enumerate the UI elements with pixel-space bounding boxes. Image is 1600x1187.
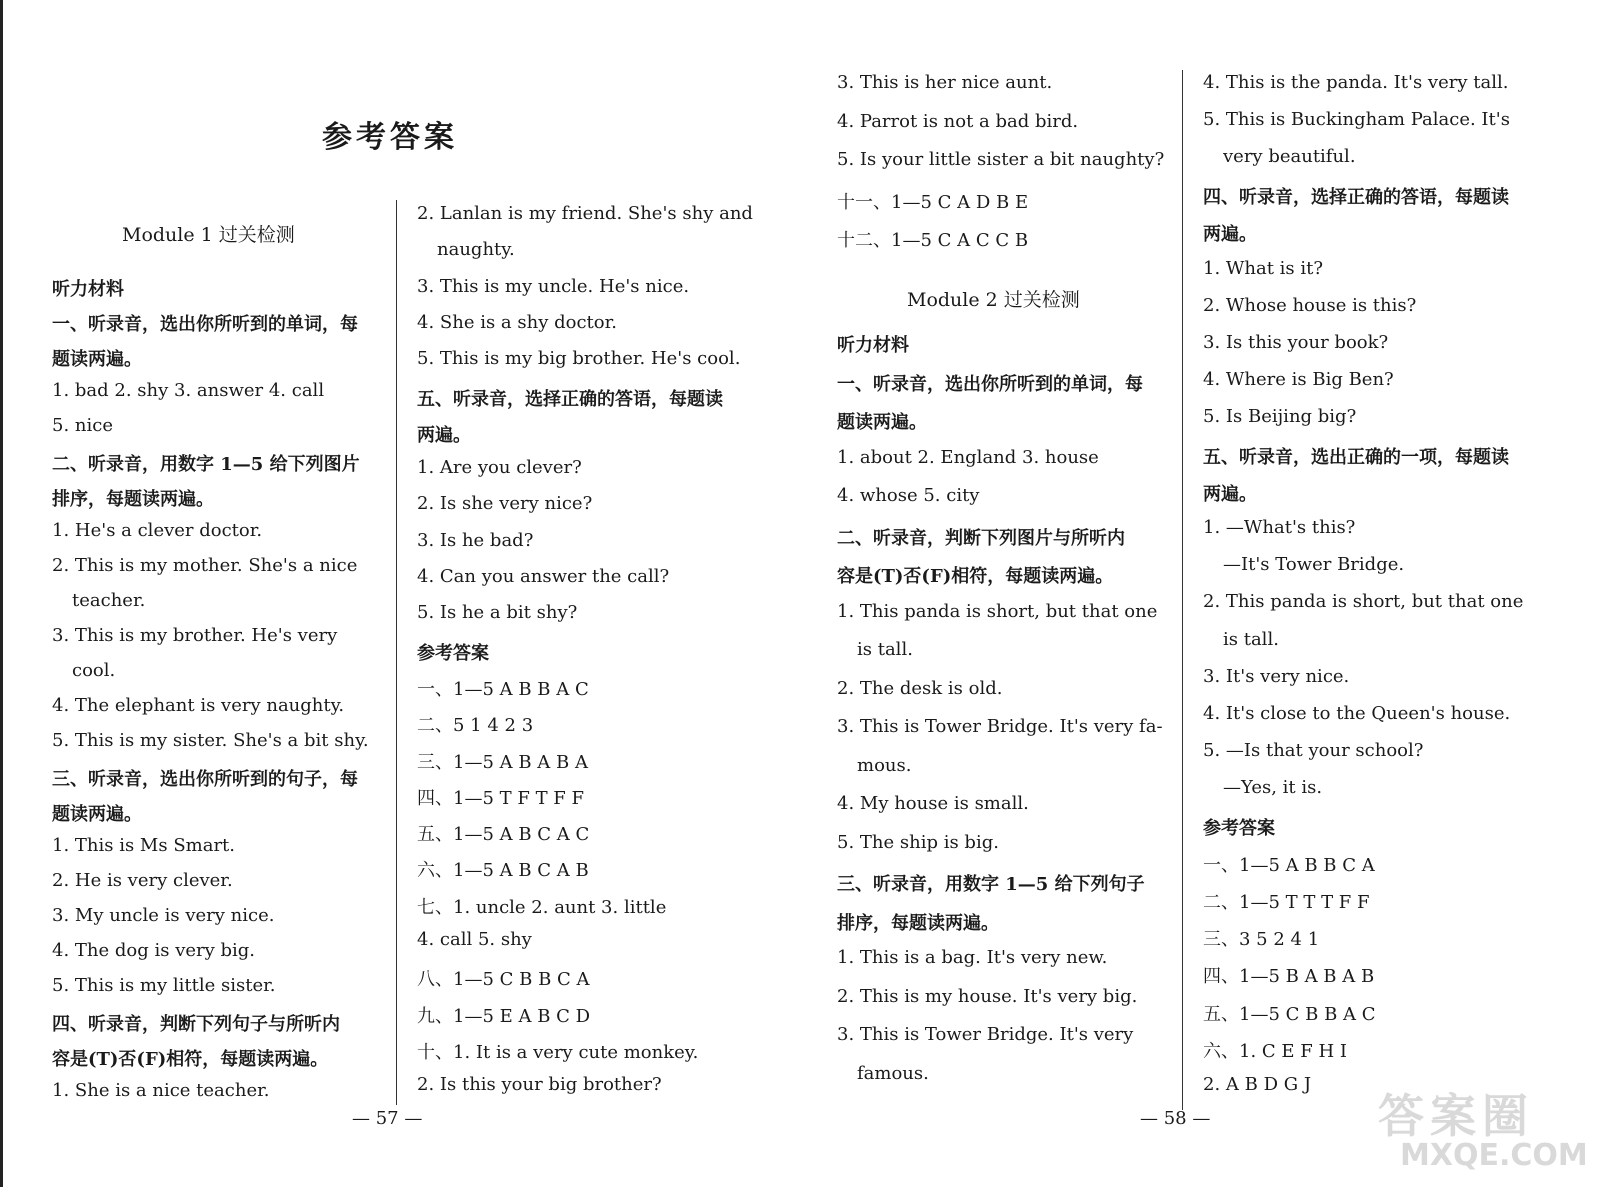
col3-line: famous. xyxy=(857,1062,929,1084)
col3-line: 2. This is my house. It's very big. xyxy=(837,985,1138,1007)
col3-line: 排序，每题读两遍。 xyxy=(837,912,999,934)
col2-line: 3. This is my uncle. He's nice. xyxy=(417,275,690,297)
column-divider-left xyxy=(396,200,397,1105)
col4-line: 2. Whose house is this? xyxy=(1203,294,1417,316)
col2-line: 2. Lanlan is my friend. She's shy and xyxy=(417,203,753,224)
col4-line: 三、3 5 2 4 1 xyxy=(1203,929,1320,951)
col2-line: 4. call 5. shy xyxy=(417,929,532,950)
col2-line: 5. This is my big brother. He's cool. xyxy=(417,348,741,370)
col2-line: 两遍。 xyxy=(417,424,471,446)
col2-line: 九、1—5 E A B C D xyxy=(417,1005,591,1027)
col4-line: 5. Is Beijing big? xyxy=(1203,405,1357,427)
column-4 xyxy=(1203,0,1543,1100)
col3-line: 三、听录音，用数字 1—5 给下列句子 xyxy=(837,874,1145,895)
col1-line: 2. He is very clever. xyxy=(52,870,233,891)
col2-line: 十、1. It is a very cute monkey. xyxy=(417,1041,699,1063)
col1-line: 3. This is my brother. He's very xyxy=(52,625,338,646)
col1-line: 1. He's a clever doctor. xyxy=(52,520,263,541)
col3-line: 一、听录音，选出你所听到的单词，每 xyxy=(837,373,1143,395)
col4-line: 4. This is the panda. It's very tall. xyxy=(1203,72,1509,93)
col4-line: 二、1—5 T T T F F xyxy=(1203,892,1370,914)
column-1 xyxy=(52,0,382,1100)
col2-line: 4. Can you answer the call? xyxy=(417,566,670,587)
col2-line: 5. Is he a bit shy? xyxy=(417,602,578,624)
col1-line: 5. This is my sister. She's a bit shy. xyxy=(52,730,369,751)
page-number-right: — 58 — xyxy=(1140,1108,1211,1129)
col1-line: Module 1 过关检测 xyxy=(122,224,295,246)
col3-line: 4. whose 5. city xyxy=(837,485,980,506)
col2-line: naughty. xyxy=(437,239,515,261)
page-title: 参考答案 xyxy=(322,120,458,155)
col4-line: 2. A B D G J xyxy=(1203,1073,1312,1095)
col2-line: 三、1—5 A B A B A xyxy=(417,751,588,773)
col3-line: 3. This is Tower Bridge. It's very xyxy=(837,1024,1134,1045)
col3-line: 5. Is your little sister a bit naughty? xyxy=(837,149,1165,170)
col4-line: 五、1—5 C B B A C xyxy=(1203,1003,1376,1025)
col4-line: 1. —What's this? xyxy=(1203,517,1356,539)
col4-line: 一、1—5 A B B C A xyxy=(1203,855,1375,877)
col4-line: very beautiful. xyxy=(1223,146,1356,168)
col4-line: 1. What is it? xyxy=(1203,257,1324,279)
col1-line: 5. This is my little sister. xyxy=(52,975,276,996)
col1-line: 5. nice xyxy=(52,415,113,436)
col4-line: 参考答案 xyxy=(1203,818,1275,839)
watermark-logo xyxy=(1378,1080,1596,1180)
col1-line: 4. The elephant is very naughty. xyxy=(52,695,345,716)
col3-line: 容是(T)否(F)相符，每题读两遍。 xyxy=(837,566,1114,587)
col3-line: Module 2 过关检测 xyxy=(907,288,1080,311)
col2-line: 五、听录音，选择正确的答语，每题读 xyxy=(417,388,723,410)
col2-line: 4. She is a shy doctor. xyxy=(417,311,617,333)
col4-line: 5. —Is that your school? xyxy=(1203,739,1424,761)
col4-line: 3. It's very nice. xyxy=(1203,665,1350,687)
col1-line: 题读两遍。 xyxy=(52,349,142,370)
col1-line: 1. bad 2. shy 3. answer 4. call xyxy=(52,380,325,401)
col2-line: 一、1—5 A B B A C xyxy=(417,678,589,700)
col1-line: 容是(T)否(F)相符，每题读两遍。 xyxy=(52,1049,329,1070)
col2-line: 3. Is he bad? xyxy=(417,529,534,551)
page-number-left: — 57 — xyxy=(352,1108,423,1129)
col1-line: 三、听录音，选出你所听到的句子，每 xyxy=(52,769,358,790)
col1-line: 排序，每题读两遍。 xyxy=(52,489,214,510)
col4-line: —It's Tower Bridge. xyxy=(1223,554,1405,576)
col1-line: 1. This is Ms Smart. xyxy=(52,835,236,856)
col2-line: 2. Is she very nice? xyxy=(417,493,593,515)
col1-line: 题读两遍。 xyxy=(52,804,142,825)
page-edge xyxy=(0,0,3,1187)
col2-line: 参考答案 xyxy=(417,642,489,664)
col3-line: mous. xyxy=(857,754,912,776)
col4-line: 5. This is Buckingham Palace. It's xyxy=(1203,109,1510,131)
col3-line: 1. about 2. England 3. house xyxy=(837,446,1099,468)
col3-line: 题读两遍。 xyxy=(837,412,927,433)
col3-line: 4. My house is small. xyxy=(837,793,1029,814)
watermark-text-top: 答案圈 xyxy=(1378,1089,1534,1143)
col1-line: 2. This is my mother. She's a nice xyxy=(52,555,358,576)
col2-line: 二、5 1 4 2 3 xyxy=(417,715,534,737)
col3-line: 1. This panda is short, but that one xyxy=(837,600,1158,622)
col2-line: 八、1—5 C B B C A xyxy=(417,969,590,991)
col3-line: 十二、1—5 C A C C B xyxy=(837,230,1029,251)
col4-line: 五、听录音，选出正确的一项，每题读 xyxy=(1203,447,1509,468)
col1-line: 四、听录音，判断下列句子与所听内 xyxy=(52,1014,340,1035)
col4-line: 四、1—5 B A B A B xyxy=(1203,966,1375,988)
col4-line: is tall. xyxy=(1223,628,1279,650)
col1-line: 1. She is a nice teacher. xyxy=(52,1080,270,1101)
col1-line: 听力材料 xyxy=(52,279,124,300)
col4-line: 3. Is this your book? xyxy=(1203,331,1389,353)
col4-line: 六、1. C E F H I xyxy=(1203,1040,1347,1062)
col3-line: 1. This is a bag. It's very new. xyxy=(837,947,1108,968)
col3-line: 3. This is her nice aunt. xyxy=(837,72,1053,93)
col4-line: 4. Where is Big Ben? xyxy=(1203,368,1394,390)
col1-line: 一、听录音，选出你所听到的单词，每 xyxy=(52,314,358,335)
column-divider-right xyxy=(1182,70,1183,1110)
column-2 xyxy=(417,0,753,1100)
col2-line: 五、1—5 A B C A C xyxy=(417,824,590,846)
col2-line: 四、1—5 T F T F F xyxy=(417,787,584,809)
col2-line: 七、1. uncle 2. aunt 3. little xyxy=(417,896,667,918)
col1-line: teacher. xyxy=(72,590,146,611)
col4-line: —Yes, it is. xyxy=(1223,776,1323,798)
col3-line: 3. This is Tower Bridge. It's very fa- xyxy=(837,716,1163,737)
col4-line: 四、听录音，选择正确的答语，每题读 xyxy=(1203,187,1509,209)
col2-line: 六、1—5 A B C A B xyxy=(417,860,589,882)
col3-line: is tall. xyxy=(857,639,913,660)
col3-line: 听力材料 xyxy=(837,335,909,356)
col1-line: 二、听录音，用数字 1—5 给下列图片 xyxy=(52,454,360,475)
col4-line: 4. It's close to the Queen's house. xyxy=(1203,702,1511,724)
col4-line: 2. This panda is short, but that one xyxy=(1203,591,1524,613)
col1-line: 3. My uncle is very nice. xyxy=(52,905,275,926)
watermark-text-bottom: MXQE.COM xyxy=(1400,1138,1588,1173)
col4-line: 两遍。 xyxy=(1203,484,1257,506)
col3-line: 2. The desk is old. xyxy=(837,677,1003,699)
col3-line: 十一、1—5 C A D B E xyxy=(837,191,1029,213)
col2-line: 2. Is this your big brother? xyxy=(417,1074,662,1096)
column-3 xyxy=(837,0,1167,1100)
col3-line: 5. The ship is big. xyxy=(837,831,999,853)
col1-line: cool. xyxy=(72,660,116,681)
col3-line: 4. Parrot is not a bad bird. xyxy=(837,110,1079,132)
col1-line: 4. The dog is very big. xyxy=(52,940,256,961)
col3-line: 二、听录音，判断下列图片与所听内 xyxy=(837,527,1125,549)
col4-line: 两遍。 xyxy=(1203,224,1257,246)
col2-line: 1. Are you clever? xyxy=(417,457,582,479)
